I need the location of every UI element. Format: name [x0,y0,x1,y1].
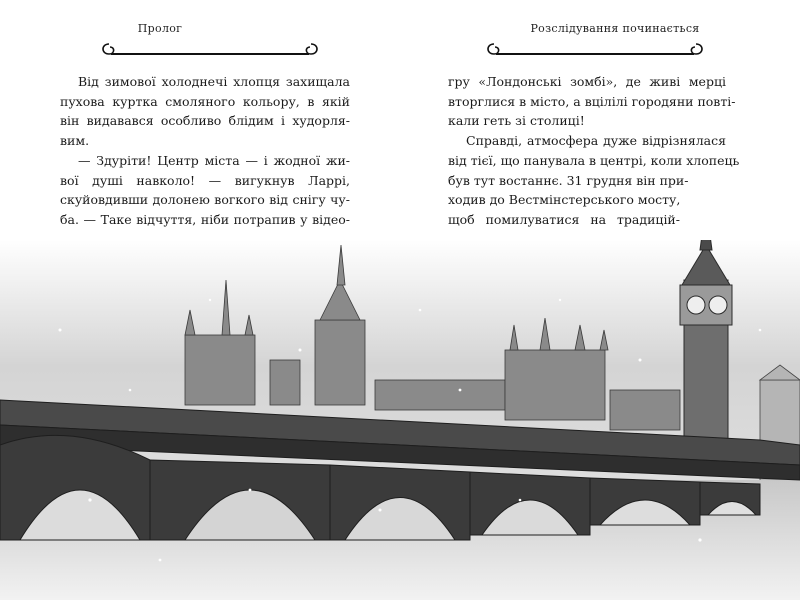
text-line: був тут востаннє. 31 грудня він при- [448,172,689,188]
text-line: скуйовдивши долонею вогкого від снігу чу- [60,192,350,208]
text-line: вим. [60,133,90,149]
text-line: Від зимової холоднечі хлопця захищала [78,74,350,89]
westminster-illustration [0,240,800,600]
text-line: пухова куртка смоляного кольору, в якій [60,93,350,109]
text-line: ба. — Таке відчуття, ніби потрапив у відео- [60,211,350,227]
text-line: щоб помилуватися на традицій- [448,211,680,227]
text-line: гру «Лондонські зомбі», де живі мерці [448,74,726,89]
text-line: вої душі навколо! — вигукнув Ларрі, [60,172,350,188]
running-head-left: Пролог [137,22,183,35]
text-line: вторглися в місто, а вцілілі городяни повті- [448,93,736,109]
left-text-block [60,72,350,230]
text-line: він видавався особливо блідим і худорля- [60,113,350,129]
text-line: Справді, атмосфера дуже відрізнялася [466,133,726,149]
text-line: — Здуріти! Центр міста — і жодної жи- [78,152,350,168]
text-line: кали геть зі столиці! [448,113,585,129]
text-line: від тієї, що панувала в центрі, коли хлопець [448,152,740,168]
text-line: ходив до Вестмінстерського мосту, [448,192,681,208]
flourish-divider-right [480,38,710,62]
flourish-divider-left [95,38,325,62]
right-text-block [448,72,740,230]
running-head-right: Розслідування починається [530,22,700,35]
